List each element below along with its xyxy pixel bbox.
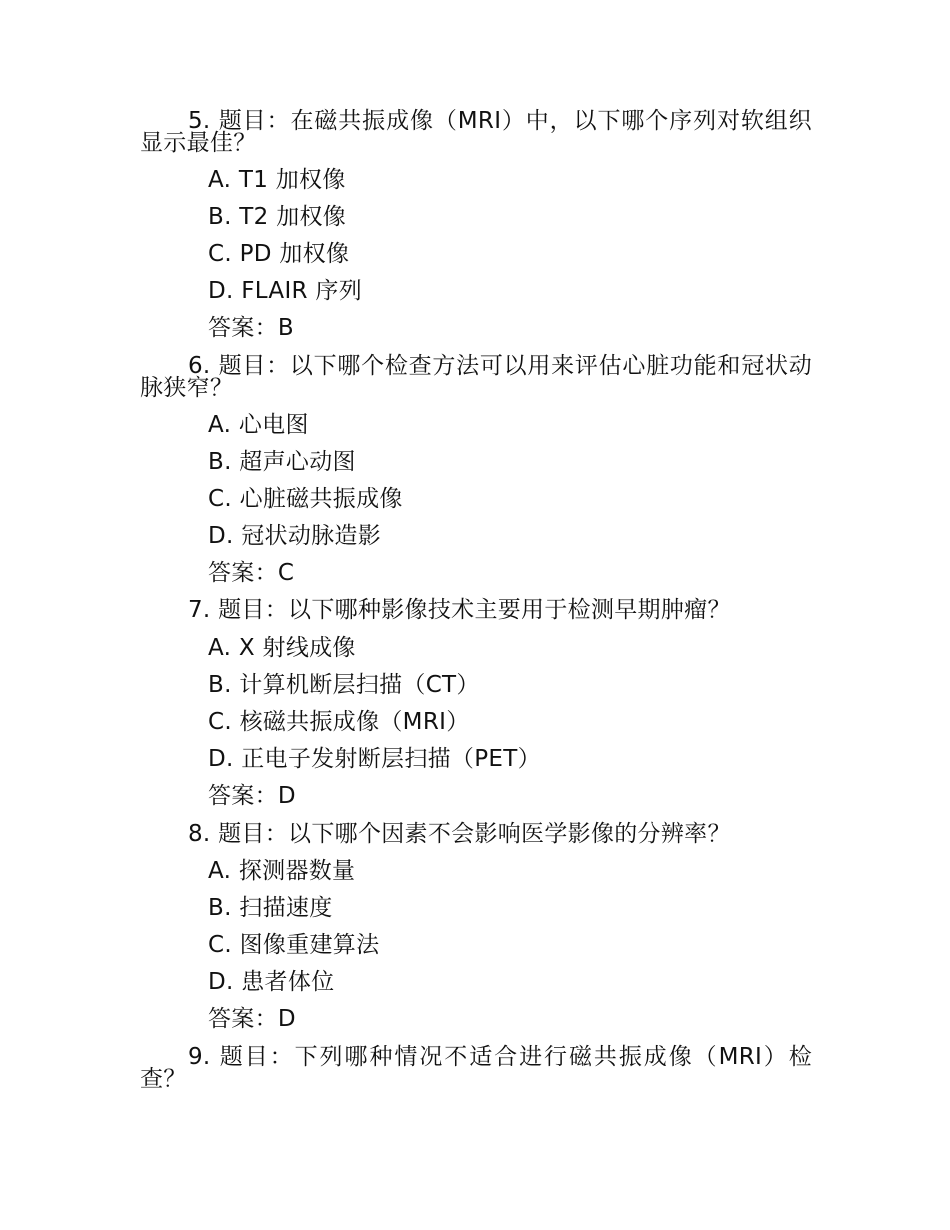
question-8-option-b: B. 扫描速度	[208, 895, 333, 921]
question-5-option-a: A. T1 加权像	[208, 167, 346, 193]
question-8-option-a: A. 探测器数量	[208, 858, 356, 884]
question-6-option-d: D. 冠状动脉造影	[208, 523, 382, 549]
question-5-option-d: D. FLAIR 序列	[208, 278, 363, 304]
question-6-option-b: B. 超声心动图	[208, 449, 356, 475]
question-8-option-c: C. 图像重建算法	[208, 932, 380, 958]
question-7-option-c: C. 核磁共振成像（MRI）	[208, 709, 470, 735]
question-5-option-b: B. T2 加权像	[208, 204, 347, 230]
question-5-stem: 5. 题目：在磁共振成像（MRI）中，以下哪个序列对软组织显示最佳？	[140, 108, 812, 156]
question-8-stem: 8. 题目：以下哪个因素不会影响医学影像的分辨率？	[188, 821, 731, 847]
question-6-option-a: A. 心电图	[208, 412, 309, 438]
question-5-answer: 答案：B	[208, 315, 294, 341]
question-6-option-c: C. 心脏磁共振成像	[208, 486, 403, 512]
question-7-stem: 7. 题目：以下哪种影像技术主要用于检测早期肿瘤？	[188, 597, 731, 623]
question-8-option-d: D. 患者体位	[208, 969, 335, 995]
question-6-answer: 答案：C	[208, 560, 295, 586]
question-9-stem: 9. 题目：下列哪种情况不适合进行磁共振成像（MRI）检查？	[140, 1044, 812, 1092]
question-6-stem: 6. 题目：以下哪个检查方法可以用来评估心脏功能和冠状动脉狭窄？	[140, 353, 812, 401]
question-7-option-a: A. X 射线成像	[208, 635, 356, 661]
question-5-option-c: C. PD 加权像	[208, 241, 350, 267]
question-8-answer: 答案：D	[208, 1006, 296, 1032]
question-7-answer: 答案：D	[208, 783, 296, 809]
question-7-option-d: D. 正电子发射断层扫描（PET）	[208, 746, 541, 772]
question-7-option-b: B. 计算机断层扫描（CT）	[208, 672, 480, 698]
